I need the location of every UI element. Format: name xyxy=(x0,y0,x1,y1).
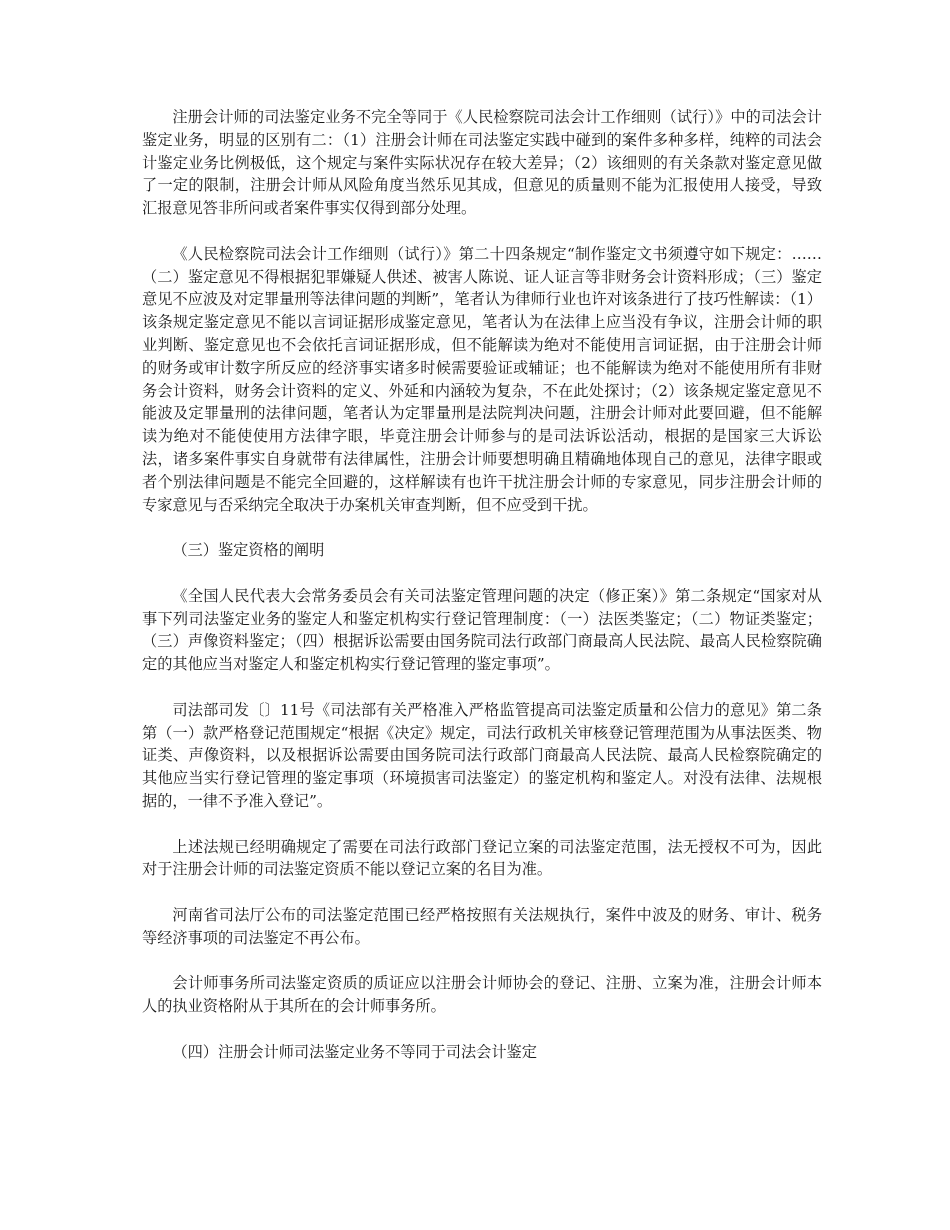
section-heading: （三）鉴定资格的阐明 xyxy=(172,541,325,560)
paragraph: 河南省司法厅公布的司法鉴定范围已经严格按照有关法规执行，案件中波及的财务、审计、税务等经济事项的司法鉴定不再公布。 xyxy=(142,905,822,947)
paragraph: 会计师事务所司法鉴定资质的质证应以注册会计师协会的登记、注册、立案为准，注册会计师本人的执业资格附从于其所在的会计师事务所。 xyxy=(142,974,822,1016)
paragraph: 注册会计师的司法鉴定业务不完全等同于《人民检察院司法会计工作细则（试行）》中的司法会计鉴定业务，明显的区别有二：（1）注册会计师在司法鉴定实践中碰到的案件多种多样，纯粹的司法会计鉴定业务比例极低，这个规定与案件实际状况存在较大差异；（2）该细则的有关条款对鉴定意见做了一定的限制，注册会计师从风险角度当然乐见其成，但意见的质量则不能为汇报使用人接受，导致汇报意见答非所问或者案件事实仅得到部分处理。 xyxy=(142,108,822,218)
paragraph: 上述法规已经明确规定了需要在司法行政部门登记立案的司法鉴定范围，法无授权不可为，因此对于注册会计师的司法鉴定资质不能以登记立案的名目为准。 xyxy=(142,837,822,879)
document-body xyxy=(142,106,822,1086)
paragraph: 《全国人民代表大会常务委员会有关司法鉴定管理问题的决定（修正案）》第二条规定“国家对从事下列司法鉴定业务的鉴定人和鉴定机构实行登记管理制度：（一）法医类鉴定；（二）物证类鉴定；（三）声像资料鉴定；（四）根据诉讼需要由国务院司法行政部门商最高人民法院、最高人民检察院确定的其他应当对鉴定人和鉴定机构实行登记管理的鉴定事项”。 xyxy=(142,586,822,674)
paragraph: 《人民检察院司法会计工作细则（试行）》第二十四条规定“制作鉴定文书须遵守如下规定：……（二）鉴定意见不得根据犯罪嫌疑人供述、被害人陈说、证人证言等非财务会计资料形成；（三）鉴定意见不应波及对定罪量刑等法律问题的判断”，笔者认为律师行业也许对该条进行了技巧性解读：（1）该条规定鉴定意见不能以言词证据形成鉴定意见，笔者认为在法律上应当没有争议，注册会计师的职业判断、鉴定意见也不会依托言词证据形成，但不能解读为绝对不能使用言词证据，由于注册会计师的财务或审计数字所反应的经济事实诸多时候需要验证或辅证；也不能解读为绝对不能使用所有非财务会计资料，财务会计资料的定义、外延和内涵较为复杂，不在此处探讨；（2）该条规定鉴定意见不能波及定罪量刑的法律问题，笔者认为定罪量刑是法院判决问题，注册会计师对此要回避，但不能解读为绝对不能使使用方法律字眼，毕竟注册会计师参与的是司法诉讼活动，根据的是国家三大诉讼法，诸多案件事实自身就带有法律属性，注册会计师要想明确且精确地体现自己的意见，法律字眼或者个别法律问题是不能完全回避的，这样解读有也许干扰注册会计师的专家意见，同步注册会计师的专家意见与否采纳完全取决于办案机关审查判断，但不应受到干扰。 xyxy=(142,244,822,514)
paragraph: 司法部司发〔〕11号《司法部有关严格准入严格监管提高司法鉴定质量和公信力的意见》第二条第（一）款严格登记范围规定“根据《决定》规定，司法行政机关审核登记管理范围为从事法医类、物证类、声像资料，以及根据诉讼需要由国务院司法行政部门商最高人民法院、最高人民检察院确定的其他应当实行登记管理的鉴定事项（环境损害司法鉴定）的鉴定机构和鉴定人。对没有法律、法规根据的，一律不予准入登记”。 xyxy=(142,700,822,810)
section-heading: （四）注册会计师司法鉴定业务不等同于司法会计鉴定 xyxy=(172,1042,537,1061)
